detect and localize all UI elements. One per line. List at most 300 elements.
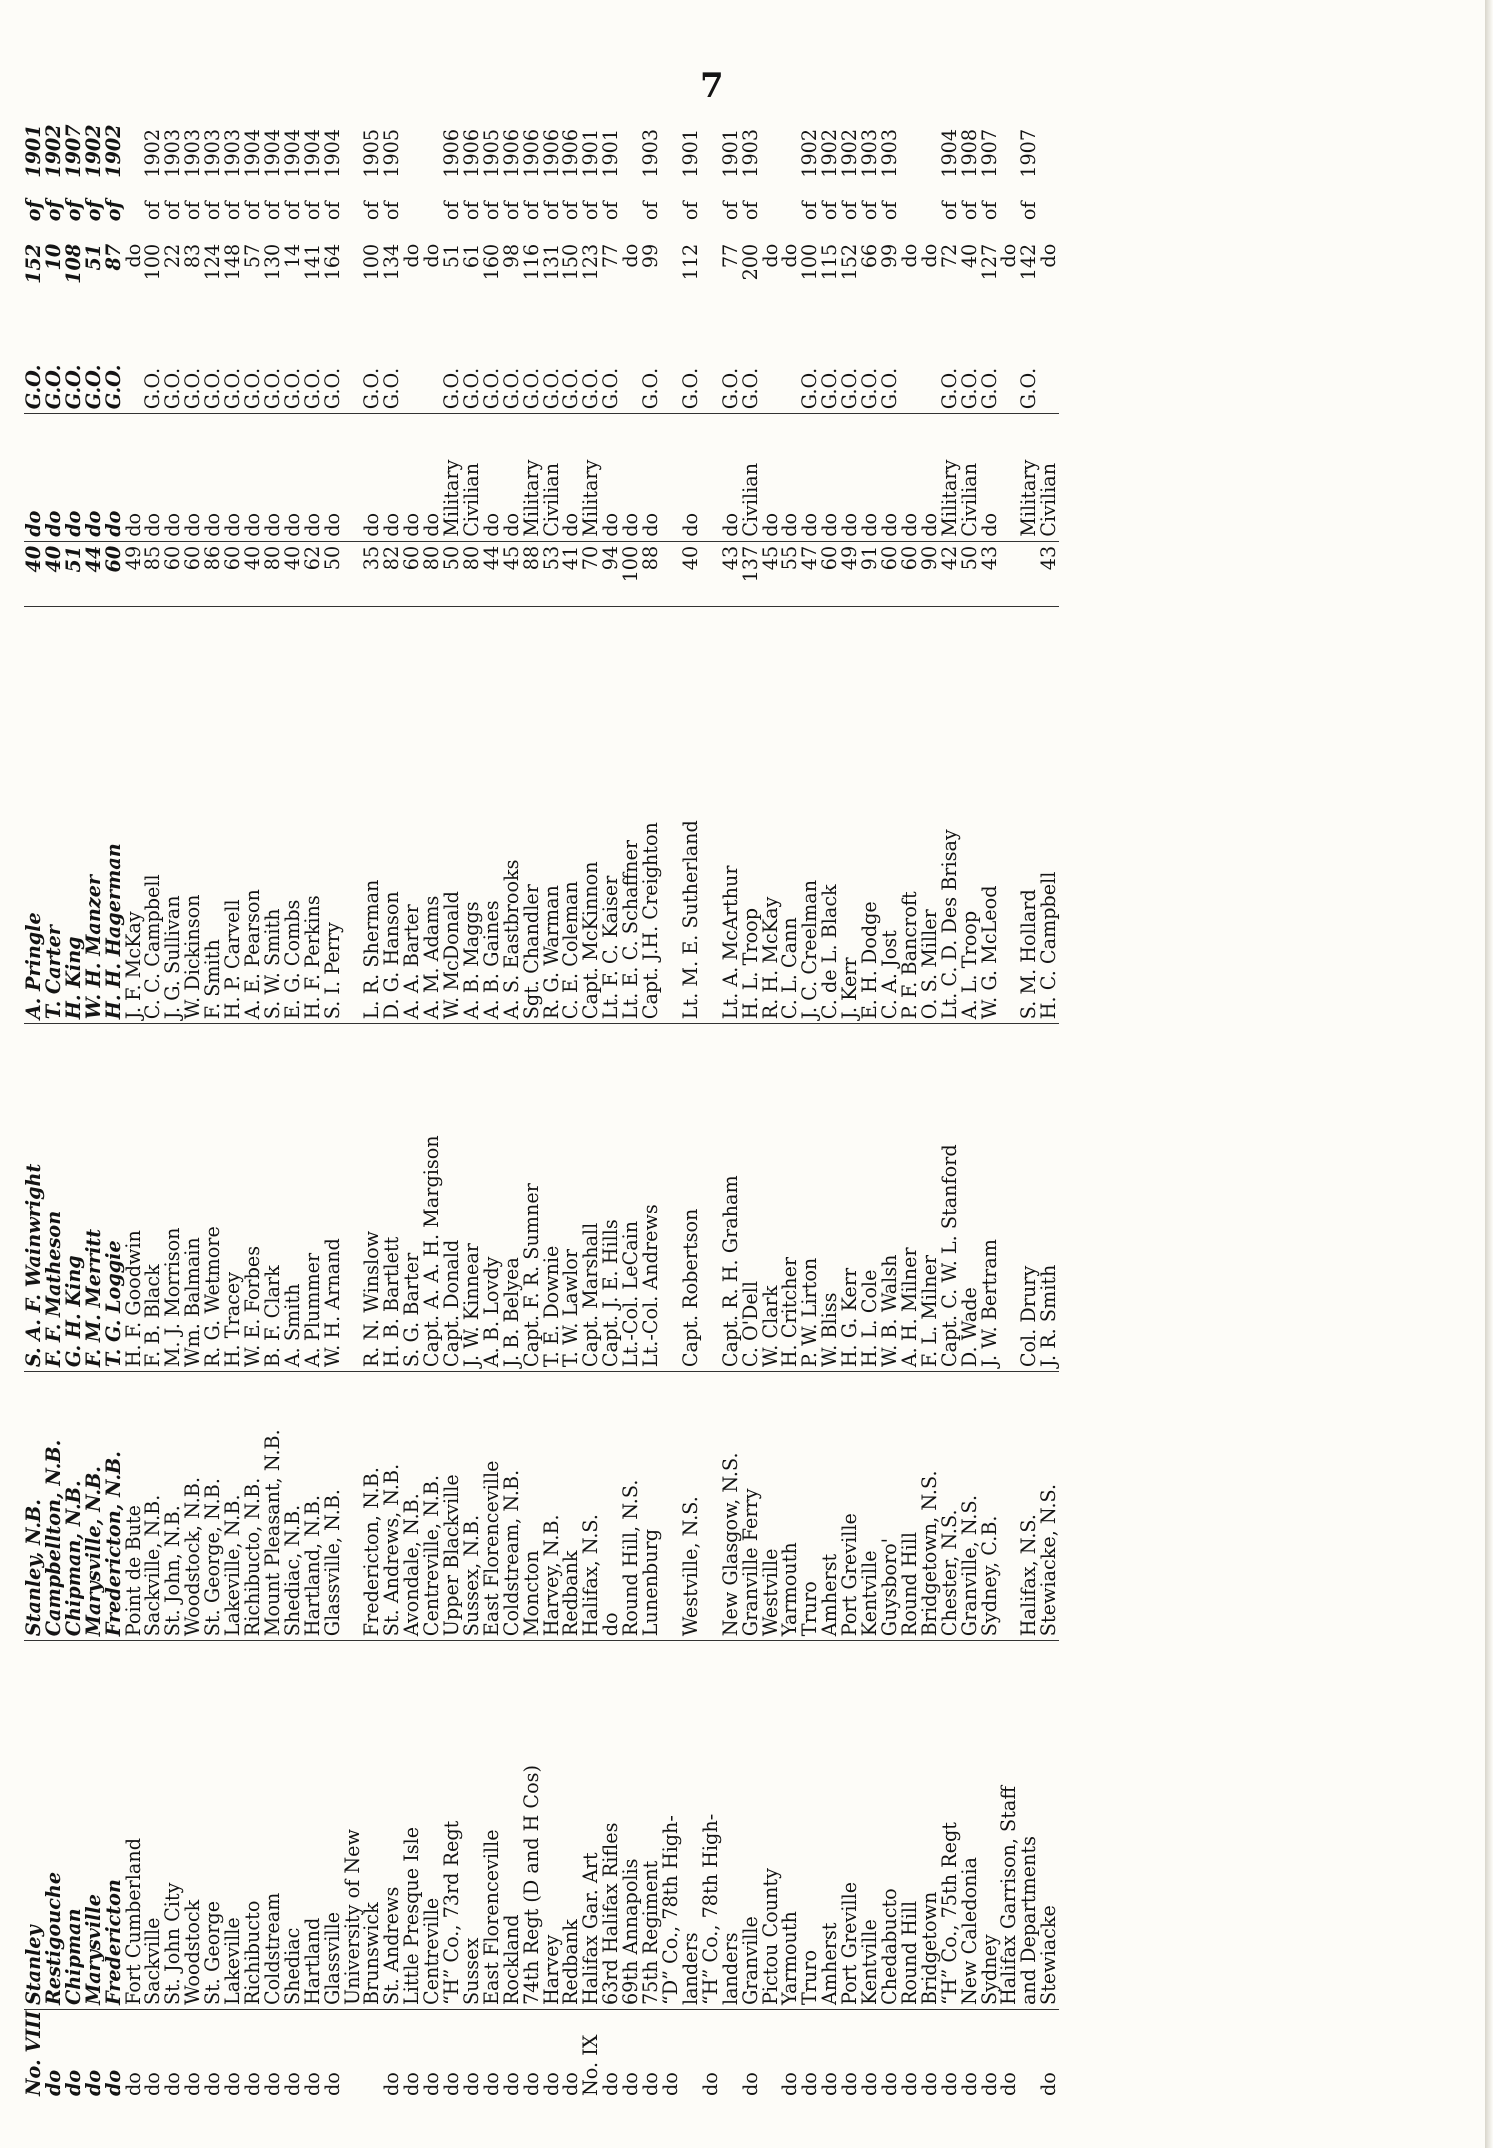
headquarters-cell [701, 1372, 721, 1641]
president-cell: J. W. Kinnear [462, 1024, 482, 1372]
strength-cell: 60 [402, 541, 422, 606]
secretary-cell: S. I. Perry [323, 606, 343, 1024]
president-cell: Lt.-Col. LeCain [621, 1024, 641, 1372]
year-cell: 1903 [738, 128, 762, 178]
of-cell: of [579, 201, 603, 221]
strength-cell [343, 541, 363, 606]
status-cell: do [641, 414, 661, 542]
status-cell: do [203, 414, 223, 542]
secretary-cell: A. S. Eastbrooks [502, 606, 522, 1024]
order-number-cell: 99 [639, 243, 663, 269]
status-cell: do [402, 414, 422, 542]
district-cell: do [539, 2072, 563, 2096]
strength-cell: 88 [641, 541, 661, 606]
president-cell: F. L. Milner [920, 1024, 940, 1372]
association-cell: Bridgetown [920, 1641, 940, 2010]
of-cell: of [738, 201, 762, 221]
secretary-cell: D. G. Hanson [382, 606, 402, 1024]
of-cell: of [260, 201, 284, 221]
year-cell: 1903 [221, 128, 245, 178]
order-number-cell: 87 [101, 243, 125, 271]
president-cell: Capt. Robertson [681, 1024, 701, 1372]
year-cell [422, 101, 442, 182]
strength-cell: 51 [64, 541, 84, 606]
strength-cell: 60 [820, 541, 840, 606]
table-row [999, 101, 1019, 2101]
association-cell: 69th Annapolis [621, 1641, 641, 2010]
headquarters-cell: Amherst [820, 1372, 840, 1641]
table-row [940, 101, 960, 2101]
year-cell: 1906 [499, 128, 523, 178]
table-row [84, 101, 104, 2101]
table-row [24, 101, 44, 2101]
status-cell: do [502, 414, 522, 542]
order-cell [780, 323, 800, 413]
secretary-cell: R. G. Warman [542, 606, 562, 1024]
association-cell: Sussex [462, 1641, 482, 2010]
order-cell: G.O. [840, 323, 860, 413]
status-cell: do [601, 414, 621, 542]
secretary-cell: Lt. E. C. Schaffner [621, 606, 641, 1024]
status-cell: do [143, 414, 163, 542]
status-cell: do [24, 414, 44, 542]
district-cell: do [320, 2072, 344, 2096]
page-number: 7 [700, 66, 724, 106]
table-row [283, 101, 303, 2101]
district-cell: do [300, 2072, 324, 2096]
president-cell: T. W. Lawlor [561, 1024, 581, 1372]
of-cell: of [877, 201, 901, 221]
status-cell [701, 414, 721, 542]
association-cell: Chipman [64, 1641, 84, 2010]
strength-cell: 70 [581, 541, 601, 606]
year-cell: 1904 [280, 128, 304, 178]
strength-cell: 90 [920, 541, 940, 606]
president-cell [999, 1024, 1019, 1372]
rifle-association-table [24, 100, 1059, 2100]
headquarters-cell: Glassville, N.B. [323, 1372, 343, 1641]
order-cell [621, 323, 641, 413]
headquarters-cell: Upper Blackville [442, 1372, 462, 1641]
rotated-table-region [24, 100, 1464, 2100]
district-cell: do [599, 2072, 623, 2096]
strength-cell: 40 [243, 541, 263, 606]
president-cell: H. B. Bartlett [382, 1024, 402, 1372]
district-cell: do [937, 2072, 961, 2096]
strength-cell: 44 [84, 541, 104, 606]
strength-cell: 49 [840, 541, 860, 606]
headquarters-cell: New Glasgow, N.S. [721, 1372, 741, 1641]
association-cell: Harvey [542, 1641, 562, 2010]
president-cell: A. H. Milner [900, 1024, 920, 1372]
order-cell: G.O. [44, 323, 64, 413]
headquarters-cell: Truro [800, 1372, 820, 1641]
president-cell: W. E. Forbes [243, 1024, 263, 1372]
district-cell [681, 2010, 701, 2100]
status-cell: do [263, 414, 283, 542]
order-number-cell: do [897, 243, 921, 268]
district-cell: do [81, 2069, 105, 2096]
order-cell: G.O. [800, 323, 820, 413]
association-cell: Amherst [820, 1641, 840, 2010]
headquarters-cell: St. Andrews, N.B. [382, 1372, 402, 1641]
status-cell: do [422, 414, 442, 542]
president-cell: C. O'Dell [741, 1024, 761, 1372]
year-cell: 1902 [818, 128, 842, 178]
order-cell: G.O. [143, 323, 163, 413]
district-cell: do [380, 2072, 404, 2096]
district-cell: do [240, 2072, 264, 2096]
strength-cell: 47 [800, 541, 820, 606]
association-cell: 75th Regiment [641, 1641, 661, 2010]
strength-cell: 45 [761, 541, 781, 606]
table-row [442, 101, 462, 2101]
of-cell: of [957, 201, 981, 221]
order-number-cell: 141 [300, 243, 324, 281]
year-cell: 1905 [380, 128, 404, 178]
association-cell: landers [681, 1641, 701, 2010]
secretary-cell: C. L. Cann [780, 606, 800, 1024]
association-cell: Centreville [422, 1641, 442, 2010]
headquarters-cell: Lunenburg [641, 1372, 661, 1641]
table-row [522, 101, 542, 2101]
of-cell: of [240, 201, 264, 221]
order-number-cell: 152 [22, 243, 45, 284]
headquarters-cell: Avondale, N.B. [402, 1372, 422, 1641]
district-cell: do [659, 2072, 682, 2096]
order-number-cell: 131 [539, 243, 563, 281]
secretary-cell [343, 606, 363, 1024]
of-cell: of [141, 201, 165, 221]
district-cell: do [858, 2072, 882, 2096]
headquarters-cell: Campbellton, N.B. [44, 1372, 64, 1641]
order-cell: G.O. [482, 323, 502, 413]
strength-cell: 55 [780, 541, 800, 606]
status-cell: do [362, 414, 382, 542]
status-cell [661, 414, 681, 542]
association-cell: Fort Cumberland [124, 1641, 144, 2010]
headquarters-cell: Guysboro' [880, 1372, 900, 1641]
table-row [203, 101, 223, 2101]
order-number-cell: 112 [678, 243, 702, 281]
strength-cell [999, 541, 1019, 606]
order-number-cell: do [619, 243, 643, 268]
year-cell: 1906 [559, 128, 583, 178]
district-cell: do [897, 2072, 921, 2096]
of-cell: of [201, 201, 225, 221]
of-cell [701, 182, 721, 240]
headquarters-cell: Mount Pleasant, N.B. [263, 1372, 283, 1641]
order-number-cell: 40 [957, 243, 981, 269]
secretary-cell: H. L. Troop [741, 606, 761, 1024]
order-number-cell: 100 [360, 243, 384, 281]
strength-cell: 40 [283, 541, 303, 606]
headquarters-cell: Round Hill, N.S. [621, 1372, 641, 1641]
headquarters-cell: Granville, N.S. [960, 1372, 980, 1641]
status-cell: do [283, 414, 303, 542]
of-cell: of [459, 201, 483, 221]
order-cell: G.O. [641, 323, 661, 413]
of-cell: of [300, 201, 324, 221]
secretary-cell: H. C. Campbell [1039, 606, 1059, 1024]
association-cell: St. John City [163, 1641, 183, 2010]
strength-cell: 50 [323, 541, 343, 606]
year-cell: 1902 [101, 124, 125, 178]
order-number-cell: 160 [479, 243, 503, 281]
status-cell: Civilian [1039, 414, 1059, 542]
of-cell: of [937, 201, 961, 221]
strength-cell [661, 541, 681, 606]
association-cell: Hartland [303, 1641, 323, 2010]
table-row [960, 101, 980, 2101]
year-cell [761, 101, 781, 182]
secretary-cell: J. Kerr [840, 606, 860, 1024]
strength-cell: 44 [482, 541, 502, 606]
association-cell: Richibucto [243, 1641, 263, 2010]
status-cell: do [920, 414, 940, 542]
year-cell: 1903 [181, 128, 205, 178]
order-number-cell: do [121, 243, 145, 268]
headquarters-cell: Westville, N.S. [681, 1372, 701, 1641]
association-cell: Woodstock [183, 1641, 203, 2010]
status-cell: do [561, 414, 581, 542]
strength-cell: 91 [860, 541, 880, 606]
order-cell: G.O. [84, 323, 104, 413]
order-cell: G.O. [1019, 323, 1039, 413]
table-row [143, 101, 163, 2101]
secretary-cell: E. H. Dodge [860, 606, 880, 1024]
of-cell: of [539, 201, 563, 221]
district-cell: do [798, 2072, 822, 2096]
status-cell: do [900, 414, 920, 542]
headquarters-cell: Hartland, N.B. [303, 1372, 323, 1641]
order-number-cell: 72 [937, 243, 961, 269]
year-cell: 1901 [678, 128, 702, 178]
president-cell: A. B. Lovdy [482, 1024, 502, 1372]
president-cell: R. G. Wetmore [203, 1024, 223, 1372]
district-cell: do [1037, 2072, 1061, 2096]
order-cell: G.O. [581, 323, 601, 413]
strength-cell: 53 [542, 541, 562, 606]
year-cell: 1903 [877, 128, 901, 178]
status-cell: Military [522, 414, 542, 542]
president-cell: R. N. Winslow [362, 1024, 382, 1372]
association-cell: New Caledonia [960, 1641, 980, 2010]
status-cell: do [721, 414, 741, 542]
secretary-cell: J. C. Creelman [800, 606, 820, 1024]
of-cell: of [360, 201, 384, 221]
headquarters-cell: Shediac, N.B. [283, 1372, 303, 1641]
district-cell: do [997, 2072, 1021, 2096]
table-row [362, 101, 382, 2101]
headquarters-cell: Halifax, N.S. [1019, 1372, 1039, 1641]
order-number-cell: do [758, 243, 782, 268]
association-cell: East Florenceville [482, 1641, 502, 2010]
table-row [482, 101, 502, 2101]
order-number-cell: 51 [440, 243, 464, 269]
year-cell: 1903 [201, 128, 225, 178]
order-number-cell: 100 [798, 243, 822, 281]
order-number-cell: 115 [818, 243, 842, 281]
order-cell: G.O. [502, 323, 522, 413]
district-cell: No. VIII [22, 2010, 45, 2096]
strength-cell: 40 [24, 541, 44, 606]
strength-cell: 50 [960, 541, 980, 606]
order-cell: G.O. [820, 323, 840, 413]
order-number-cell: 127 [977, 243, 1001, 281]
year-cell: 1906 [459, 128, 483, 178]
headquarters-cell: Stanley, N.B. [24, 1372, 44, 1641]
of-cell [920, 182, 940, 240]
district-cell: do [977, 2072, 1001, 2096]
district-cell [1019, 2010, 1039, 2100]
district-cell: do [181, 2072, 205, 2096]
of-cell [124, 182, 144, 240]
table-row [422, 101, 442, 2101]
order-number-cell: 148 [221, 243, 245, 281]
association-cell: Marysville [84, 1641, 104, 2010]
strength-cell: 60 [183, 541, 203, 606]
president-cell: B. F. Clark [263, 1024, 283, 1372]
year-cell [402, 101, 422, 182]
secretary-cell: A. B. Gaines [482, 606, 502, 1024]
president-cell: T. G. Loggie [104, 1024, 124, 1372]
table-row [721, 101, 741, 2101]
district-cell: do [280, 2072, 304, 2096]
association-cell: Chedabucto [880, 1641, 900, 2010]
secretary-cell: A. E. Pearson [243, 606, 263, 1024]
district-cell: do [519, 2072, 543, 2096]
year-cell: 1905 [479, 128, 503, 178]
district-cell: do [559, 2072, 583, 2096]
secretary-cell: Lt. M. E. Sutherland [681, 606, 701, 1024]
order-cell: G.O. [223, 323, 243, 413]
president-cell [701, 1024, 721, 1372]
status-cell: do [64, 414, 84, 542]
secretary-cell: H. F. Perkins [303, 606, 323, 1024]
order-cell: G.O. [522, 323, 542, 413]
order-cell: G.O. [203, 323, 223, 413]
president-cell: Capt. C. W. L. Stanford [940, 1024, 960, 1372]
district-cell: do [877, 2072, 901, 2096]
association-cell: Redbank [561, 1641, 581, 2010]
district-cell: do [101, 2069, 125, 2096]
association-cell: Brunswick [362, 1641, 382, 2010]
district-cell: do [440, 2072, 464, 2096]
of-cell: of [280, 201, 304, 221]
association-cell: Sackville [143, 1641, 163, 2010]
association-cell: Halifax Gar. Art [581, 1641, 601, 2010]
district-cell: do [499, 2072, 523, 2096]
order-cell [402, 323, 422, 413]
association-cell: Kentville [860, 1641, 880, 2010]
headquarters-cell: do [601, 1372, 621, 1641]
district-cell: do [619, 2072, 643, 2096]
year-cell [621, 101, 641, 182]
district-cell: do [201, 2072, 225, 2096]
order-number-cell: do [420, 243, 444, 268]
secretary-cell: Capt. McKinnon [581, 606, 601, 1024]
order-cell: G.O. [601, 323, 621, 413]
president-cell: H. G. Kerr [840, 1024, 860, 1372]
status-cell: Civilian [741, 414, 761, 542]
table-row [124, 101, 144, 2101]
table-row [104, 101, 124, 2101]
year-cell: 1902 [141, 128, 165, 178]
order-cell [761, 323, 781, 413]
page-edge-shading [1485, 0, 1493, 2148]
president-cell: P. W. Lirton [800, 1024, 820, 1372]
headquarters-cell: Stewiacke, N.S. [1039, 1372, 1059, 1641]
district-cell: do [917, 2072, 941, 2096]
of-cell [780, 182, 800, 240]
headquarters-cell: Fredericton, N.B. [362, 1372, 382, 1641]
president-cell [661, 1024, 681, 1372]
district-cell [343, 2010, 363, 2100]
secretary-cell: H. King [64, 606, 84, 1024]
president-cell: F. B. Black [143, 1024, 163, 1372]
of-cell [621, 182, 641, 240]
order-number-cell: 22 [161, 243, 185, 269]
headquarters-cell: Bridgetown, N.S. [920, 1372, 940, 1641]
year-cell: 1902 [798, 128, 822, 178]
association-cell: Sydney [980, 1641, 1000, 2010]
headquarters-cell: East Florenceville [482, 1372, 502, 1641]
year-cell: 1906 [519, 128, 543, 178]
strength-cell: 40 [44, 541, 64, 606]
secretary-cell: W. McDonald [442, 606, 462, 1024]
of-cell: of [499, 201, 523, 221]
headquarters-cell: Sackville, N.B. [143, 1372, 163, 1641]
status-cell: Civilian [542, 414, 562, 542]
table-row [980, 101, 1000, 2101]
year-cell [900, 101, 920, 182]
president-cell: Capt. Donald [442, 1024, 462, 1372]
year-cell: 1906 [539, 128, 563, 178]
order-cell: G.O. [681, 323, 701, 413]
order-number-cell: 100 [141, 243, 165, 281]
year-cell: 1903 [639, 128, 663, 178]
status-cell: Military [1019, 414, 1039, 542]
year-cell [1039, 101, 1059, 182]
headquarters-cell: Point de Bute [124, 1372, 144, 1641]
secretary-cell: Lt. C. D. Des Brisay [940, 606, 960, 1024]
year-cell [701, 101, 721, 182]
table-row [163, 101, 183, 2101]
status-cell: do [183, 414, 203, 542]
order-number-cell: 152 [838, 243, 862, 281]
status-cell: do [84, 414, 104, 542]
order-cell: G.O. [940, 323, 960, 413]
secretary-cell: H. H. Hagerman [104, 606, 124, 1024]
strength-cell [701, 541, 721, 606]
of-cell: of [678, 201, 702, 221]
status-cell: Civilian [462, 414, 482, 542]
of-cell: of [599, 201, 623, 221]
status-cell: do [303, 414, 323, 542]
order-cell: G.O. [880, 323, 900, 413]
order-number-cell: 51 [81, 243, 105, 271]
secretary-cell: P. F. Bancroft [900, 606, 920, 1024]
secretary-cell: A. M. Adams [422, 606, 442, 1024]
president-cell: W. B. Walsh [880, 1024, 900, 1372]
strength-cell: 60 [104, 541, 124, 606]
of-cell: of [718, 201, 742, 221]
table-row [183, 101, 203, 2101]
order-number-cell: do [400, 243, 424, 268]
year-cell: 1901 [22, 124, 45, 178]
secretary-cell: E. G. Combs [283, 606, 303, 1024]
